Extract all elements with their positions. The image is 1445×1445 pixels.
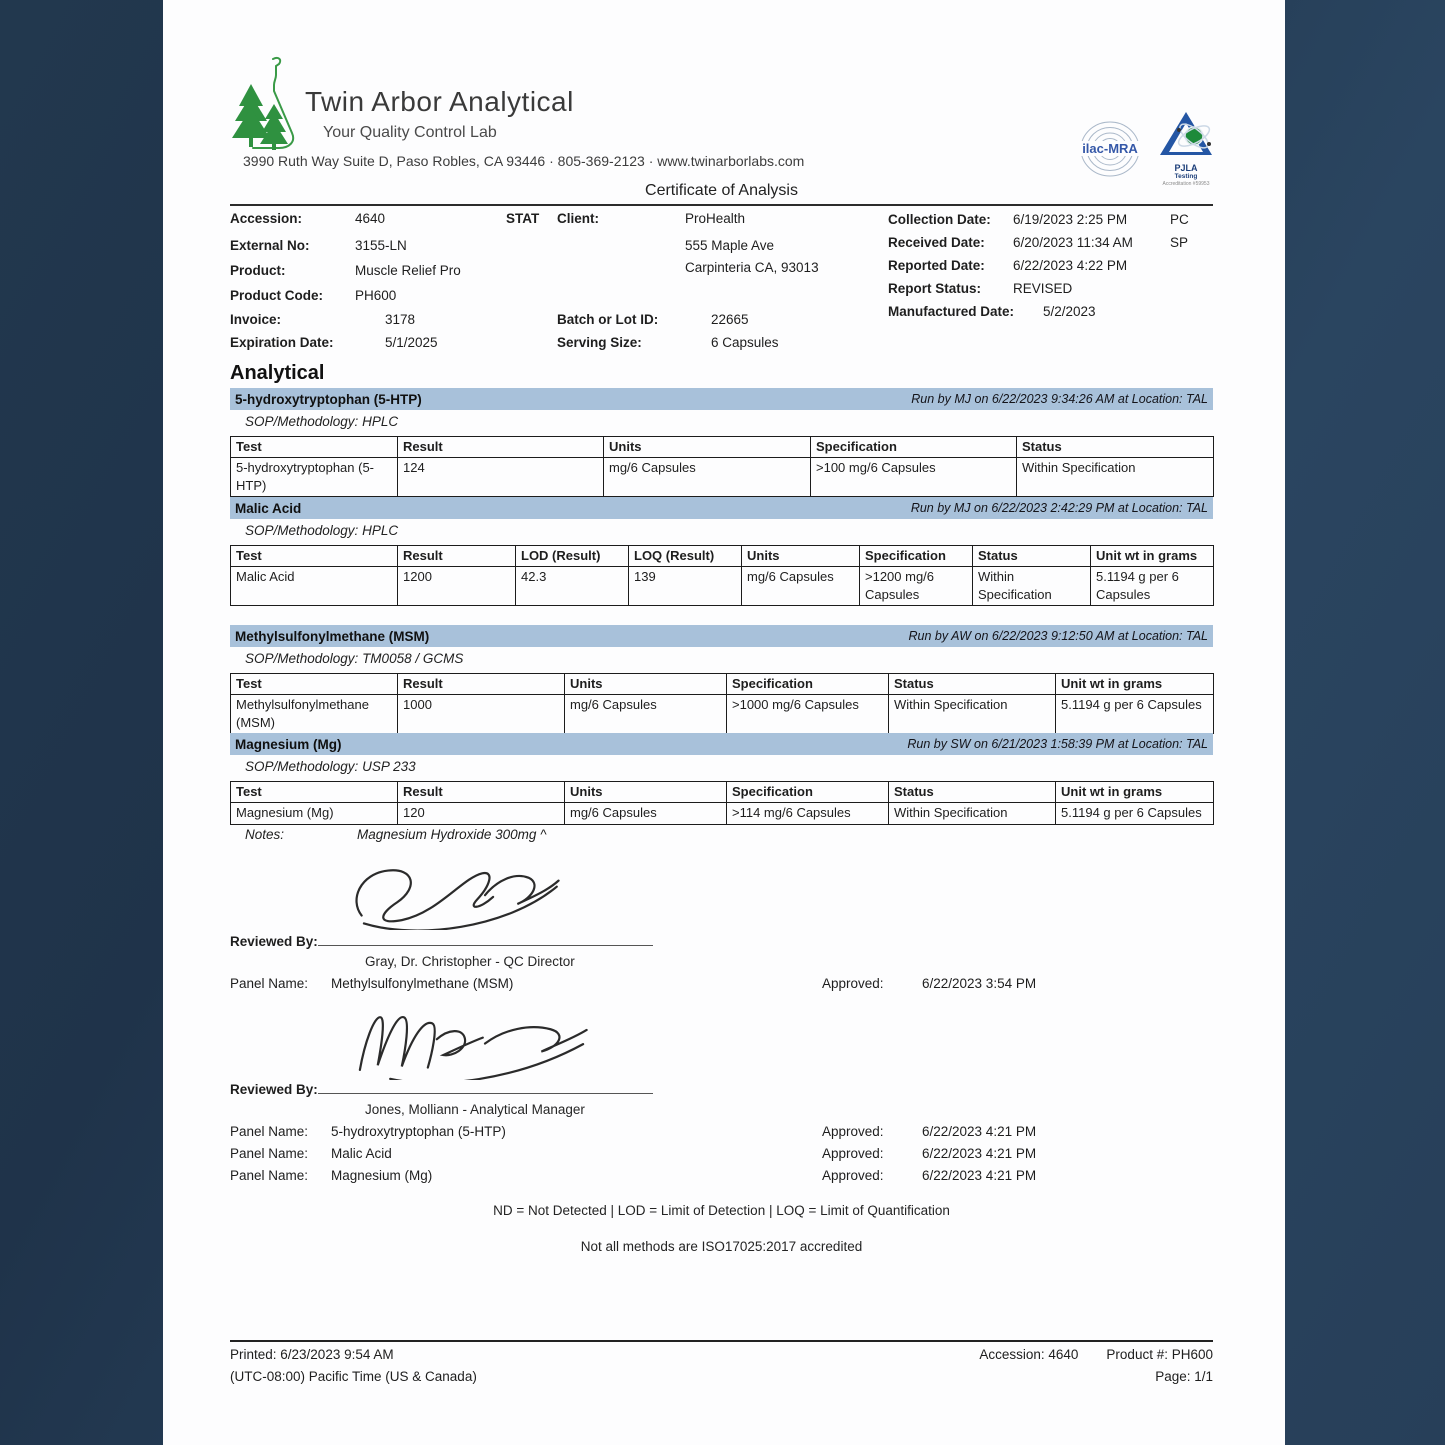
table-row — [231, 567, 1214, 606]
notes-line — [245, 827, 546, 842]
info-label: Manufactured Date: — [888, 304, 1015, 319]
approved-label: Approved: — [822, 976, 884, 991]
panel-title: 5-hydroxytryptophan (5-HTP) — [235, 391, 422, 407]
table-cell: mg/6 Capsules — [742, 567, 860, 606]
approved-timestamp: 6/22/2023 4:21 PM — [922, 1168, 1037, 1183]
table-cell: 5.1194 g per 6 Capsules — [1091, 567, 1214, 606]
signature-underline — [318, 932, 653, 946]
info-value: 3178 — [385, 312, 416, 327]
table-header-cell: Units — [565, 674, 727, 695]
table-cell: >100 mg/6 Capsules — [811, 458, 1017, 497]
footer-rule — [230, 1340, 1213, 1342]
table-cell: >1200 mg/6 Capsules — [860, 567, 973, 606]
panel-name-value: 5-hydroxytryptophan (5-HTP) — [331, 1124, 506, 1139]
info-label: Product Code: — [230, 288, 323, 303]
table-cell: Methylsulfonylmethane (MSM) — [231, 695, 398, 734]
info-value: 6/22/2023 4:22 PM — [1013, 258, 1128, 273]
reviewer-name-title: Jones, Molliann - Analytical Manager — [365, 1102, 585, 1117]
info-tag: PC — [1170, 212, 1189, 227]
table-cell: 5.1194 g per 6 Capsules — [1056, 803, 1214, 824]
info-label: Received Date: — [888, 235, 985, 250]
table-cell: 42.3 — [516, 567, 629, 606]
pjla-accreditation-text: Accreditation #59953 — [1162, 181, 1210, 187]
panel-title-band — [230, 388, 1213, 410]
info-value: REVISED — [1013, 281, 1073, 296]
table-cell: Malic Acid — [231, 567, 398, 606]
table-cell: >1000 mg/6 Capsules — [727, 695, 889, 734]
panel-title-band — [230, 733, 1213, 755]
table-header-cell: Status — [889, 674, 1056, 695]
ilac-mra-text: ilac-MRA — [1082, 141, 1138, 156]
twin-arbor-flask-tree-logo — [229, 54, 307, 152]
panel-title-band — [230, 625, 1213, 647]
approved-label: Approved: — [822, 1146, 884, 1161]
info-value: 4640 — [355, 211, 386, 226]
panel-name-value: Methylsulfonylmethane (MSM) — [331, 976, 514, 991]
analysis-panel — [230, 625, 1213, 734]
notes-value: Magnesium Hydroxide 300mg ^ — [357, 827, 547, 842]
panel-sop-methodology: SOP/Methodology: HPLC — [245, 523, 399, 538]
table-header-cell: Unit wt in grams — [1056, 674, 1214, 695]
table-cell: mg/6 Capsules — [565, 803, 727, 824]
signature-underline — [318, 1080, 653, 1094]
client-address-line2: Carpinteria CA, 93013 — [685, 260, 819, 275]
table-header-cell: Test — [231, 674, 398, 695]
table-cell: Within Specification — [1017, 458, 1214, 497]
table-cell: 1000 — [398, 695, 565, 734]
table-header-cell: Status — [973, 546, 1091, 567]
signature-block-2 — [230, 1006, 1213, 1191]
info-value: 6/19/2023 2:25 PM — [1013, 212, 1128, 227]
panel-name-label: Panel Name: — [230, 1124, 309, 1139]
company-name: Twin Arbor Analytical — [305, 86, 574, 117]
table-cell: Within Specification — [889, 803, 1056, 824]
info-label: Report Status: — [888, 281, 982, 296]
approved-timestamp: 6/22/2023 3:54 PM — [922, 976, 1037, 991]
info-tag: SP — [1170, 235, 1189, 250]
table-header-cell: Test — [231, 782, 398, 803]
approved-timestamp: 6/22/2023 4:21 PM — [922, 1146, 1037, 1161]
reviewed-by-label: Reviewed By: — [230, 934, 318, 949]
client-label: Client: — [557, 211, 599, 226]
serving-value: 6 Capsules — [711, 335, 779, 350]
panel-run-by: Run by MJ on 6/22/2023 9:34:26 AM at Location: TAL — [911, 392, 1208, 406]
panel-sop-methodology: SOP/Methodology: TM0058 / GCMS — [245, 651, 464, 666]
panel-name-label: Panel Name: — [230, 1146, 309, 1161]
info-value: 5/2/2023 — [1043, 304, 1096, 319]
table-header-cell: Test — [231, 437, 398, 458]
certificate-page — [163, 0, 1285, 1445]
table-header-cell: Status — [1017, 437, 1214, 458]
table-header-cell: Units — [565, 782, 727, 803]
info-label: Collection Date: — [888, 212, 991, 227]
info-label: Product: — [230, 263, 286, 278]
signature-image-gray — [345, 860, 580, 930]
approved-timestamp: 6/22/2023 4:21 PM — [922, 1124, 1037, 1139]
table-header-cell: Test — [231, 546, 398, 567]
table-cell: 124 — [398, 458, 604, 497]
client-address-line1: 555 Maple Ave — [685, 238, 775, 253]
table-header-cell: Specification — [727, 674, 889, 695]
table-header-cell: Result — [398, 782, 565, 803]
table-header-cell: Status — [889, 782, 1056, 803]
reviewed-by-line — [230, 1080, 653, 1097]
panel-name-value: Magnesium (Mg) — [331, 1168, 433, 1183]
approved-label: Approved: — [822, 1168, 884, 1183]
stat-flag: STAT — [506, 211, 540, 226]
table-cell: 120 — [398, 803, 565, 824]
table-header-cell: Result — [398, 546, 516, 567]
info-value: 6/20/2023 11:34 AM — [1013, 235, 1133, 250]
panel-name-label: Panel Name: — [230, 1168, 309, 1183]
info-value: 3155-LN — [355, 238, 407, 253]
table-cell: 1200 — [398, 567, 516, 606]
reviewed-by-line — [230, 932, 653, 949]
panel-name-label: Panel Name: — [230, 976, 309, 991]
footer-timezone: (UTC-08:00) Pacific Time (US & Canada) — [230, 1369, 477, 1384]
pjla-text: PJLA — [1174, 163, 1198, 173]
table-cell: Within Specification — [973, 567, 1091, 606]
reviewer-name-title: Gray, Dr. Christopher - QC Director — [365, 954, 575, 969]
panel-title: Methylsulfonylmethane (MSM) — [235, 628, 430, 644]
results-table — [230, 436, 1214, 497]
table-cell: 5-hydroxytryptophan (5-HTP) — [231, 458, 398, 497]
table-header-cell: Specification — [860, 546, 973, 567]
signature-block-1 — [230, 860, 1213, 995]
table-header-cell: Unit wt in grams — [1091, 546, 1214, 567]
batch-label: Batch or Lot ID: — [557, 312, 659, 327]
table-header-cell: Result — [398, 437, 604, 458]
approved-label: Approved: — [822, 1124, 884, 1139]
ilac-mra-accreditation-logo — [1078, 120, 1142, 183]
document-title: Certificate of Analysis — [645, 182, 798, 199]
table-cell: mg/6 Capsules — [565, 695, 727, 734]
info-value: 5/1/2025 — [385, 335, 438, 350]
table-header-cell: Result — [398, 674, 565, 695]
pjla-testing-text: Testing — [1174, 173, 1198, 180]
footer-page: Page: 1/1 — [1155, 1369, 1213, 1384]
pjla-accreditation-logo — [1155, 106, 1217, 188]
panel-run-by: Run by AW on 6/22/2023 9:12:50 AM at Location: TAL — [908, 629, 1208, 643]
table-cell: Within Specification — [889, 695, 1056, 734]
table-cell: 5.1194 g per 6 Capsules — [1056, 695, 1214, 734]
table-cell: >114 mg/6 Capsules — [727, 803, 889, 824]
table-row — [231, 458, 1214, 497]
table-header-cell: LOQ (Result) — [629, 546, 742, 567]
panel-run-by: Run by SW on 6/21/2023 1:58:39 PM at Location: TAL — [907, 737, 1208, 751]
results-table — [230, 781, 1214, 825]
section-heading-analytical: Analytical — [230, 362, 325, 384]
company-tagline: Your Quality Control Lab — [323, 124, 497, 141]
table-header-cell: Units — [742, 546, 860, 567]
panel-sop-methodology: SOP/Methodology: USP 233 — [245, 759, 416, 774]
info-label: Expiration Date: — [230, 335, 334, 350]
analysis-panel — [230, 733, 1213, 825]
footer-product: Product #: PH600 — [1106, 1347, 1213, 1362]
batch-value: 22665 — [711, 312, 749, 327]
table-header-cell: Specification — [811, 437, 1017, 458]
client-name: ProHealth — [685, 211, 746, 226]
analysis-panel — [230, 388, 1213, 497]
info-value: PH600 — [355, 288, 397, 303]
table-row — [231, 803, 1214, 824]
results-table — [230, 545, 1214, 606]
table-cell: 139 — [629, 567, 742, 606]
table-cell: Magnesium (Mg) — [231, 803, 398, 824]
table-header-cell: Units — [604, 437, 811, 458]
analysis-panel — [230, 497, 1213, 606]
info-label: External No: — [230, 238, 310, 253]
results-table — [230, 673, 1214, 734]
iso-note: Not all methods are ISO17025:2017 accredited — [580, 1239, 863, 1254]
info-value: Muscle Relief Pro — [355, 263, 461, 278]
serving-label: Serving Size: — [557, 335, 642, 350]
abbreviation-legend: ND = Not Detected | LOD = Limit of Detection | LOQ = Limit of Quantification — [493, 1203, 950, 1218]
footer-printed: Printed: 6/23/2023 9:54 AM — [230, 1347, 394, 1362]
info-label: Accession: — [230, 211, 303, 226]
table-header-cell: LOD (Result) — [516, 546, 629, 567]
panel-title: Malic Acid — [235, 500, 302, 516]
panel-title-band — [230, 497, 1213, 519]
table-header-cell: Unit wt in grams — [1056, 782, 1214, 803]
table-header-cell: Specification — [727, 782, 889, 803]
panel-run-by: Run by MJ on 6/22/2023 2:42:29 PM at Location: TAL — [910, 501, 1208, 515]
info-top-rule — [230, 204, 1213, 206]
table-row — [231, 695, 1214, 734]
footer-accession: Accession: 4640 — [979, 1347, 1079, 1362]
company-address: 3990 Ruth Way Suite D, Paso Robles, CA 93446 · 805-369-2123 · www.twinarborlabs.com — [243, 153, 805, 169]
footer-accession-product — [230, 1347, 1213, 1362]
panel-sop-methodology: SOP/Methodology: HPLC — [245, 414, 399, 429]
info-label: Invoice: — [230, 312, 282, 327]
reviewed-by-label: Reviewed By: — [230, 1082, 318, 1097]
signature-image-jones — [345, 1006, 600, 1080]
notes-label: Notes: — [245, 827, 285, 842]
panel-title: Magnesium (Mg) — [235, 736, 342, 752]
panel-name-value: Malic Acid — [331, 1146, 392, 1161]
info-label: Reported Date: — [888, 258, 985, 273]
table-cell: mg/6 Capsules — [604, 458, 811, 497]
